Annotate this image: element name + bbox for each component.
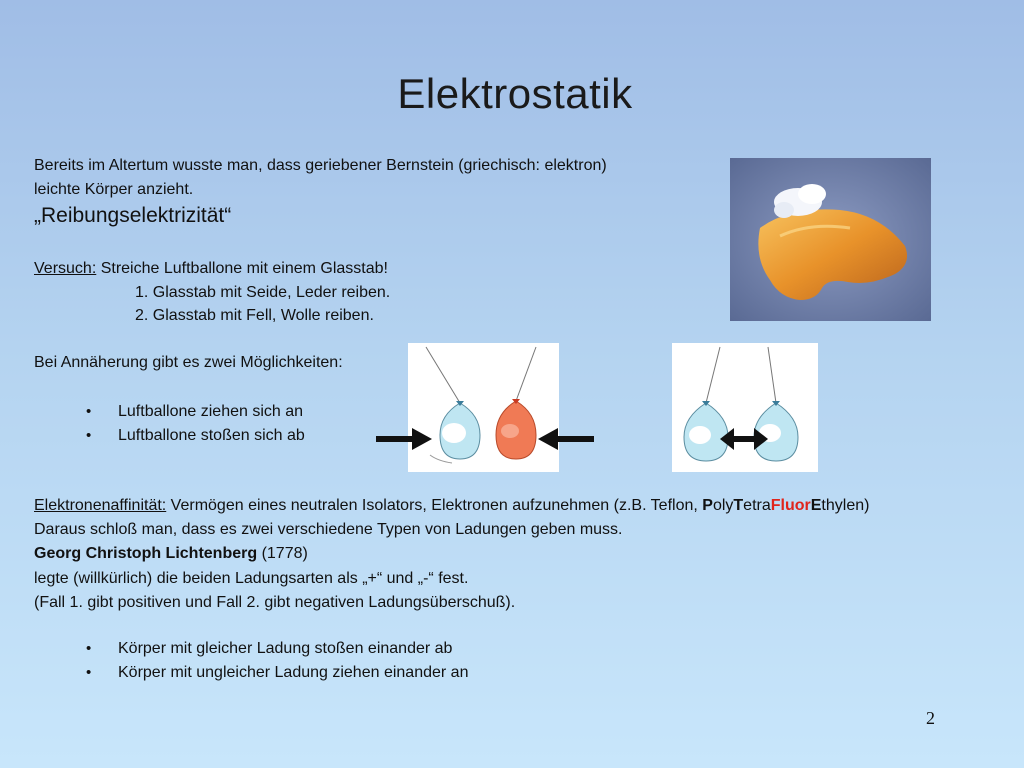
versuch-label: Versuch:	[34, 260, 97, 277]
ptfe-part: oly	[712, 497, 734, 514]
possibilities-intro: Bei Annäherung gibt es zwei Möglichkeiten:	[34, 354, 343, 371]
ptfe-letter: E	[810, 497, 822, 514]
ptfe-letter: P	[702, 497, 713, 514]
rule-item: Körper mit ungleicher Ladung ziehen einander an	[118, 664, 469, 681]
ptfe-part: etra	[743, 497, 771, 514]
ptfe-part: thylen)	[821, 497, 870, 514]
page-number: 2	[926, 708, 935, 728]
versuch-step-1: 1. Glasstab mit Seide, Leder reiben.	[135, 284, 391, 301]
versuch-text: Streiche Luftballone mit einem Glasstab!	[96, 260, 388, 277]
slide-title: Elektrostatik	[397, 70, 633, 117]
arrow-right-icon	[374, 425, 436, 453]
bullet-icon: •	[86, 640, 92, 657]
intro-line-1: Bereits im Altertum wusste man, dass geriebener Bernstein (griechisch: elektron)	[34, 157, 607, 174]
affinity-line-2: Daraus schloß man, dass es zwei verschiedene Typen von Ladungen geben muss.	[34, 521, 623, 538]
affinity-line-1	[34, 496, 869, 516]
ptfe-letter: T	[733, 497, 744, 514]
versuch-line	[34, 259, 388, 279]
arrow-left-icon	[534, 425, 596, 453]
bullet-icon: •	[86, 403, 92, 420]
intro-line-2: leichte Körper anzieht.	[34, 181, 194, 198]
rule-item: Körper mit gleicher Ladung stoßen einander ab	[118, 640, 453, 657]
double-arrow-icon	[718, 426, 770, 452]
affinity-label: Elektronenaffinität:	[34, 497, 167, 514]
lichtenberg-year: (1778)	[257, 545, 308, 562]
repulsion-image	[672, 343, 818, 472]
versuch-step-2: 2. Glasstab mit Fell, Wolle reiben.	[135, 307, 374, 324]
amber-photo	[730, 158, 931, 321]
possibility-item: Luftballone ziehen sich an	[118, 403, 304, 420]
lichtenberg-line	[34, 544, 308, 564]
bullet-icon: •	[86, 664, 92, 681]
affinity-line-5: (Fall 1. gibt positiven und Fall 2. gibt negativen Ladungsüberschuß).	[34, 594, 516, 611]
affinity-text: Vermögen eines neutralen Isolators, Elektronen aufzunehmen (z.B. Teflon,	[166, 497, 703, 514]
lichtenberg-name: Georg Christoph Lichtenberg	[34, 545, 258, 562]
bullet-icon: •	[86, 427, 92, 444]
possibility-item: Luftballone stoßen sich ab	[118, 427, 305, 444]
ptfe-fluor: Fluor	[770, 497, 811, 514]
friction-heading: „Reibungselektrizität“	[34, 204, 232, 227]
affinity-line-4: legte (willkürlich) die beiden Ladungsarten als „+“ und „-“ fest.	[34, 570, 469, 587]
